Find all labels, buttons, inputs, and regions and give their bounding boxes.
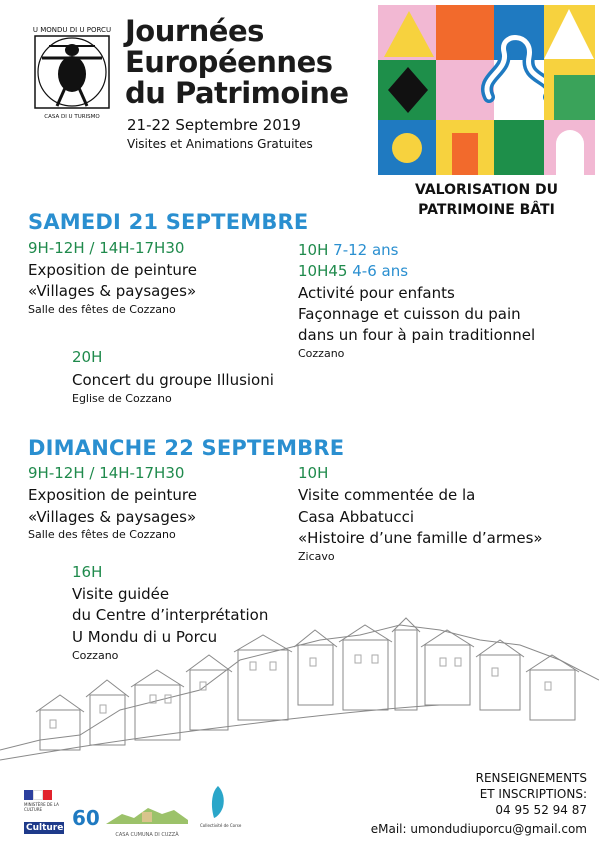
saturday-kids-time1	[298, 240, 398, 260]
event-dates: 21-22 Septembre 2019	[127, 116, 301, 134]
sunday-visit-title1: Visite commentée de la	[298, 486, 476, 504]
saturday-kids-time2	[298, 261, 408, 281]
sixty-logo: 60	[72, 806, 100, 830]
saturday-kids-place: Cozzano	[298, 347, 345, 360]
sunday-guide-title3: U Mondu di u Porcu	[72, 628, 218, 646]
saturday-kids-desc2: dans un four à pain traditionnel	[298, 326, 536, 344]
sunday-visit-title2: Casa Abbatucci	[298, 508, 414, 526]
sunday-guide-title2: du Centre d’interprétation	[72, 606, 269, 624]
sunday-guide-title1: Visite guidée	[72, 585, 170, 603]
sunday-visit-title3: «Histoire d’une famille d’armes»	[298, 529, 543, 547]
heritage-mosaic-illustration	[378, 5, 595, 175]
sunday-expo-title1: Exposition de peinture	[28, 486, 197, 504]
sunday-guide-place: Cozzano	[72, 649, 119, 662]
event-title-line2: Européennes	[125, 45, 333, 79]
collectivite-corse-logo	[200, 785, 250, 835]
saturday-concert-title: Concert du groupe Illusioni	[72, 371, 274, 389]
sunday-expo-time: 9H-12H / 14H-17H30	[28, 464, 185, 482]
ministere-text: MINISTÈRE DE LA CULTURE	[24, 802, 59, 812]
kids-time2-age: 4-6 ans	[352, 262, 409, 280]
association-logo	[27, 22, 117, 122]
event-subtitle: Visites et Animations Gratuites	[127, 137, 313, 151]
sunday-visit-place: Zicavo	[298, 550, 335, 563]
saturday-expo-place: Salle des fêtes de Cozzano	[28, 303, 176, 316]
sunday-expo-place: Salle des fêtes de Cozzano	[28, 528, 176, 541]
sunday-guide-time: 16H	[72, 563, 103, 581]
event-title-line3: du Patrimoine	[125, 76, 349, 110]
culture-label: Culture	[26, 823, 64, 833]
village-sketch-illustration	[0, 600, 599, 770]
saturday-expo-title2: «Villages & paysages»	[28, 282, 197, 300]
svg-text:U MONDU DI U PORCU: U MONDU DI U PORCU	[32, 26, 112, 34]
kids-time2-hour: 10H45	[298, 262, 348, 280]
kids-time1-hour: 10H	[298, 241, 329, 259]
theme-line2: PATRIMOINE BÂTI	[418, 202, 555, 218]
saturday-kids-desc1: Façonnage et cuisson du pain	[298, 305, 521, 323]
casa-cumuna-logo	[102, 800, 192, 838]
theme-line1: VALORISATION DU	[414, 182, 559, 198]
theme-title	[378, 180, 595, 220]
saturday-expo-time: 9H-12H / 14H-17H30	[28, 239, 185, 257]
contact-line2: ET INSCRIPTIONS:	[479, 787, 587, 801]
sunday-visit-time: 10H	[298, 464, 329, 482]
event-title-line1: Journées	[125, 14, 264, 48]
sunday-expo-title2: «Villages & paysages»	[28, 508, 197, 526]
kids-time1-age: 7-12 ans	[333, 241, 399, 259]
contact-block	[337, 770, 587, 818]
sunday-heading: DIMANCHE 22 SEPTEMBRE	[28, 436, 345, 460]
collectivite-text: Collectivité de Corse	[200, 823, 242, 828]
casa-cumuna-text: CASA CUMUNA DI CUZZÀ	[115, 832, 179, 838]
saturday-heading: SAMEDI 21 SEPTEMBRE	[28, 210, 309, 234]
contact-phone: 04 95 52 94 87	[495, 803, 587, 817]
contact-line1: RENSEIGNEMENTS	[475, 771, 587, 785]
svg-text:CASA DI U TURISMO: CASA DI U TURISMO	[44, 114, 100, 120]
saturday-kids-title: Activité pour enfants	[298, 284, 455, 302]
saturday-concert-place: Eglise de Cozzano	[72, 392, 172, 405]
saturday-expo-title1: Exposition de peinture	[28, 261, 197, 279]
ministere-culture-logo	[24, 790, 64, 834]
saturday-concert-time: 20H	[72, 348, 103, 366]
contact-email[interactable]: eMail: umondudiuporcu@gmail.com	[370, 822, 587, 836]
